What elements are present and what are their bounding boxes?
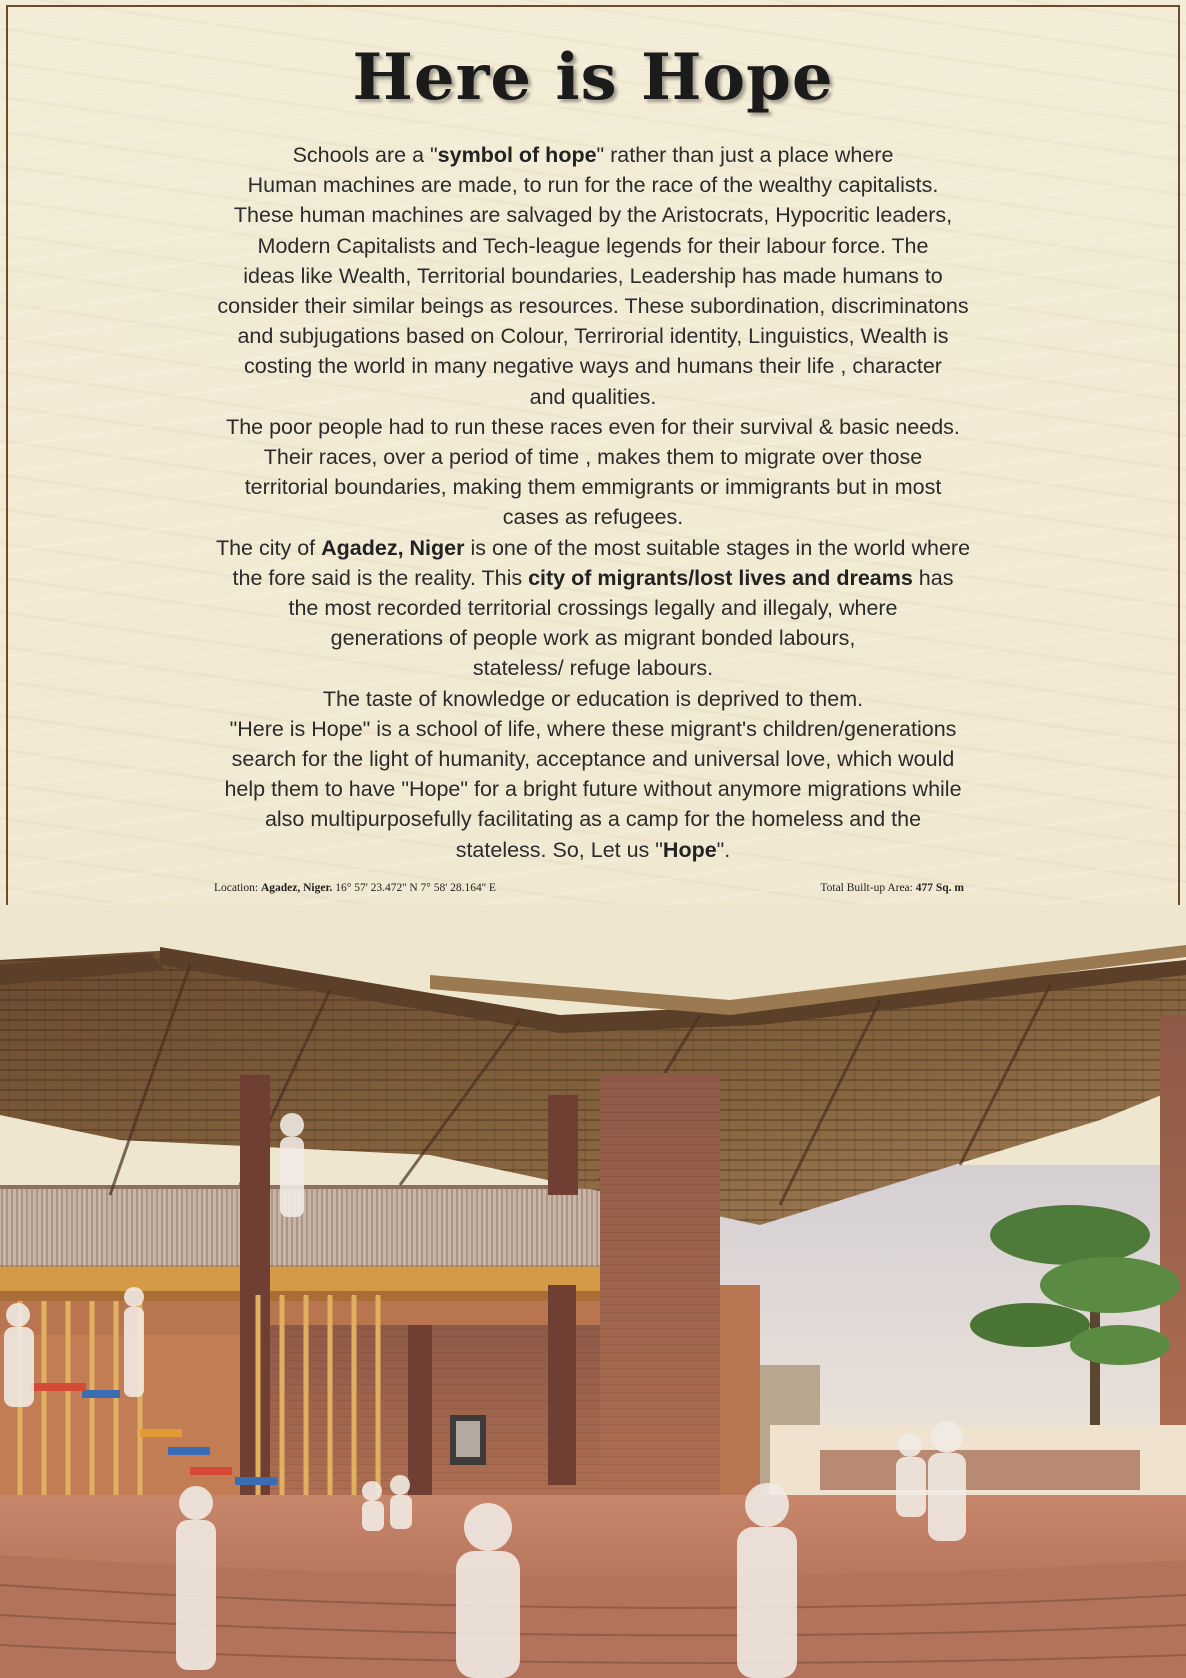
emphasis-text: symbol of hope xyxy=(437,143,597,167)
emphasis-text: Agadez, Niger xyxy=(321,535,465,560)
paragraph-line: the fore said is the reality. This city of migrants/lost lives and dreams has xyxy=(232,565,954,590)
area-caption xyxy=(820,882,964,894)
paragraph-line: These human machines are salvaged by the Aristocrats, Hypocritic leaders, xyxy=(233,203,953,228)
location-label: Location: xyxy=(214,882,259,894)
body-paragraph xyxy=(190,140,996,865)
location-place: Agadez, Niger. xyxy=(260,882,333,894)
emphasis-text: city of migrants/lost lives and dreams xyxy=(528,565,913,590)
page-title: Here is Hope xyxy=(352,40,834,115)
area-value: 477 Sq. m xyxy=(915,882,964,894)
location-caption xyxy=(214,882,496,894)
paragraph-line: cases as refugees. xyxy=(502,505,684,530)
area-label: Total Built-up Area: xyxy=(820,882,913,894)
school-render-image xyxy=(0,905,1186,1678)
paragraph-line: generations of people work as migrant bonded labours, xyxy=(330,626,856,651)
paragraph-line: search for the light of humanity, acceptance and universal love, which would xyxy=(231,747,955,772)
paragraph-line: the most recorded territorial crossings legally and illegaly, where xyxy=(288,596,898,621)
location-coords: 16° 57' 23.472'' N 7° 58' 28.164'' E xyxy=(335,882,496,894)
paragraph-line: costing the world in many negative ways and humans their life , character xyxy=(244,354,942,379)
paragraph-line: Schools are a "symbol of hope" rather than just a place where xyxy=(292,143,894,167)
paragraph-line: ideas like Wealth, Territorial boundaries, Leadership has made humans to xyxy=(243,263,943,288)
paragraph-line: Human machines are made, to run for the race of the wealthy capitalists. xyxy=(247,173,939,198)
emphasis-text: Hope xyxy=(662,837,717,862)
paragraph-line: Their races, over a period of time , makes them to migrate over those xyxy=(263,445,923,470)
paragraph-line: territorial boundaries, making them emmigrants or immigrants but in most xyxy=(244,475,942,500)
paragraph-line: The taste of knowledge or education is deprived to them. xyxy=(322,686,864,711)
paragraph-line: and qualities. xyxy=(529,384,657,409)
paragraph-line: also multipurposefully facilitating as a camp for the homeless and the xyxy=(264,807,922,832)
paragraph-line: "Here is Hope" is a school of life, where these migrant's children/generations xyxy=(229,716,957,741)
paragraph-line: Modern Capitalists and Tech-league legends for their labour force. The xyxy=(257,233,929,258)
paragraph-line: help them to have "Hope" for a bright future without anymore migrations while xyxy=(224,777,962,802)
paragraph-line: stateless/ refuge labours. xyxy=(472,656,714,681)
paragraph-line: consider their similar beings as resources. These subordination, discriminatons xyxy=(217,294,969,319)
paragraph-line: The poor people had to run these races even for their survival & basic needs. xyxy=(226,414,960,439)
paragraph-line: stateless. So, Let us "Hope". xyxy=(455,837,731,862)
paragraph-line: and subjugations based on Colour, Terrirorial identity, Linguistics, Wealth is xyxy=(237,324,949,349)
paragraph-line: The city of Agadez, Niger is one of the most suitable stages in the world where xyxy=(215,535,971,560)
